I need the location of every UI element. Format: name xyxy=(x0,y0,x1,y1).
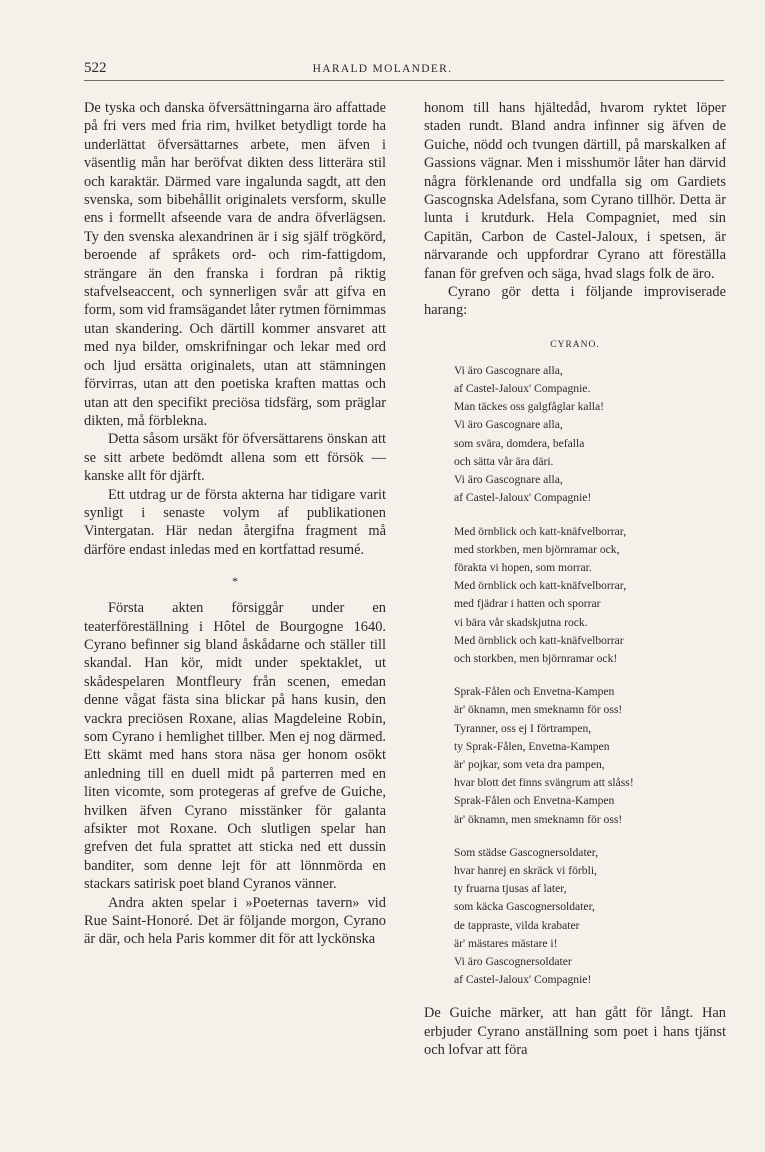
verse-line: med fjädrar i hatten och sporrar xyxy=(454,597,601,611)
paragraph: Cyrano gör detta i följande improviserade harang: xyxy=(424,284,726,319)
verse-line: Med örnblick och katt-knäfvelborrar, xyxy=(454,579,627,593)
verse-line: ty Sprak-Fålen, Envetna-Kampen xyxy=(454,739,610,753)
verse-line: är' öknamn, men smeknamn för oss! xyxy=(454,812,623,826)
paragraph: Andra akten spelar i »Poeternas tavern» vid Rue Saint-Honoré. Det är följande morgon, Cyrano är där, och hela Paris kommer dit för att lyckönska xyxy=(84,894,386,948)
speaker-name: CYRANO. xyxy=(550,339,600,350)
verse-line: vi bära vår skadskjutna rock. xyxy=(454,615,588,629)
paragraph: De tyska och danska öfversättningarna äro affattade på fri vers med fria rim, hvilket betydligt torde ha underlättat öfversättarnes arbete, men äfven i väsentlig mån har beröfvat dikten dess litterära stil och karaktär. Därmed vare ingalunda sagdt, att den svenska, som bibehållit originalets versform, skulle ens i formellt afseende vara de andra öfverlägsen. Ty den svenska alexandrinen är i sig själf trögkörd, beroende af språkets ord- och rim-fattigdom, strängare än den franska i fordran på riktig stafvelseaccent, och synnerligen svår att gifva en form, som vid framsägandet låter rytmen förnimmas utan skandering. Och därtill kommer ansvaret att med nya bilder, omskrifningar och lekar med ord och ljud ersätta originalets, utan att stämningen förvirras, utan att den poetiska kraften mattas och utan att den specifikt preciösa tidsfärg, som präglar dikten, må förblekna. xyxy=(84,100,386,429)
verse-line: Vi äro Gascognare alla, xyxy=(454,363,563,377)
stanza xyxy=(454,523,726,669)
right-column xyxy=(424,99,726,1060)
stanza xyxy=(454,844,726,990)
verse-line: som käcka Gascognersoldater, xyxy=(454,900,595,914)
verse-line: Vi äro Gascognare alla, xyxy=(454,473,563,487)
verse-line: af Castel-Jaloux' Compagnie! xyxy=(454,973,592,987)
stanza xyxy=(454,683,726,829)
running-title: HARALD MOLANDER. xyxy=(312,63,453,75)
left-column xyxy=(84,99,386,949)
verse-line: Med örnblick och katt-knäfvelborrar, xyxy=(454,524,627,538)
paragraph: De Guiche märker, att han gått för långt. Han erbjuder Cyrano anställning som poet i hans tjänst och lofvar att föra xyxy=(424,1005,726,1059)
paragraph: Ett utdrag ur de första akterna har tidigare varit synligt i senaste volym af publikationen Vintergatan. Här nedan återgifna fragment må därföre endast inledas med en kortfattad resumé. xyxy=(84,486,386,558)
verse-line: som svära, domdera, befalla xyxy=(454,436,585,450)
verse-line: är' pojkar, som veta dra pampen, xyxy=(454,757,605,771)
verse-line: är' mästares mästare i! xyxy=(454,936,558,950)
verse-line: Man täckes oss galgfåglar kalla! xyxy=(454,400,605,414)
verse-line: Med örnblick och katt-knäfvelborrar xyxy=(454,633,624,647)
verse-line: och storkben, men björnramar ock! xyxy=(454,651,618,665)
verse-line: Sprak-Fålen och Envetna-Kampen xyxy=(454,794,615,808)
verse-line: Vi äro Gascognersoldater xyxy=(454,954,572,968)
verse xyxy=(454,362,726,990)
paragraph: Detta såsom ursäkt för öfversättarens önskan att se sitt arbete bedömdt allena som ett försök — kanske allt för djärft. xyxy=(84,431,386,485)
verse-line: ty fruarna tjusas af later, xyxy=(454,882,567,896)
verse-line: de tappraste, vilda krabater xyxy=(454,918,580,932)
verse-line: Tyranner, oss ej I förtrampen, xyxy=(454,721,592,735)
verse-line: hvar hanrej en skräck vi förbli, xyxy=(454,863,597,877)
verse-line: förakta vi hopen, som morrar. xyxy=(454,560,592,574)
verse-line: är' öknamn, men smeknamn för oss! xyxy=(454,703,623,717)
stanza xyxy=(454,362,726,508)
header-rule xyxy=(84,80,724,81)
verse-line: med storkben, men björnramar ock, xyxy=(454,542,620,556)
verse-line: af Castel-Jaloux' Compagnie! xyxy=(454,491,592,505)
section-break: * xyxy=(232,574,238,589)
paragraph: Första akten försiggår under en teaterföreställning i Hôtel de Bourgogne 1640. Cyrano befinner sig bland åskådarne och ställer till skandal. Han kör, midt under spektaklet, ut skådespelaren Montfleury från scenen, emedan denne vågat fästa sina blickar på hans kusin, den vackra preciösen Roxane, alias Magdeleine Robin, som Cyrano i hemlighet tillber. Men ej nog därmed. Ett skämt med hans stora näsa ger honom osökt anledning till en duell midt på parterren med en liten vicomte, som protegeras af grefve de Guiche, hvilken äfven Cyrano misstänker för galanta afsikter mot Roxane. Och slutligen spelar han grefven det fula sprattet att sticka ned ett dussin banditer, som denne lejt för att lönnmörda en stackars satirisk poet bland Cyranos vänner. xyxy=(84,600,386,893)
paragraph: honom till hans hjältedåd, hvarom ryktet löper staden rundt. Bland andra infinner sig äfven de Guiche, nödd och tvungen därtill, på marskalken af Gassions vägnar. Men i misshumör låter han därvid några förklenande ord undfalla sig om Gardiets Gascognska Adelsfana, som Cyrano tillhör. Detta är lunta i krutdurk. Hela Compagniet, med sin Capitän, Carbon de Castel-Jaloux, i spetsen, är närvarande och uppfordrar Cyrano att föreställa fanan för grefven och säga, hvad slags folk de äro. xyxy=(424,100,726,282)
verse-line: hvar blott det finns svängrum att slåss! xyxy=(454,776,634,790)
verse-line: af Castel-Jaloux' Compagnie. xyxy=(454,382,591,396)
verse-line: och sätta vår ära däri. xyxy=(454,454,554,468)
verse-line: Som städse Gascognersoldater, xyxy=(454,845,599,859)
page-number: 522 xyxy=(84,60,107,76)
verse-line: Vi äro Gascognare alla, xyxy=(454,418,563,432)
verse-line: Sprak-Fålen och Envetna-Kampen xyxy=(454,685,615,699)
